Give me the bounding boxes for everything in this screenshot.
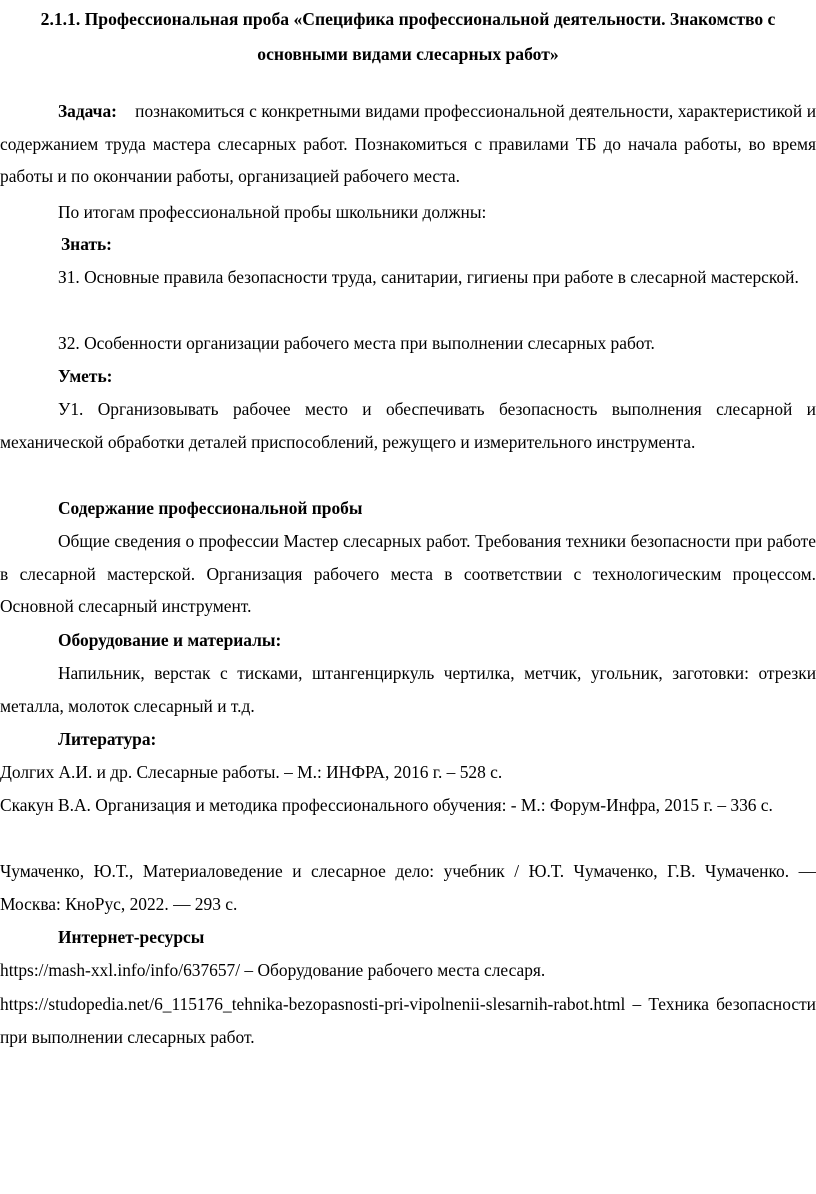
literature-item-2: Скакун В.А. Организация и методика профессионального обучения: - М.: Форум-Инфра, 2015 г. – 336 с.: [0, 795, 773, 815]
task-text: познакомиться с конкретными видами профессиональной деятельности, характеристикой и содержанием труда мастера слесарных работ. Познакомиться с правилами ТБ до начала работы, во время работы и по окончании работы, организацией рабочего места.: [0, 101, 816, 187]
can-item-1: У1. Организовывать рабочее место и обеспечивать безопасность выполнения слесарной и механической обработки деталей приспособлений, режущего и измерительного инструмента.: [0, 399, 816, 452]
equipment-heading: Оборудование и материалы:: [58, 630, 282, 650]
know-item-1: З1. Основные правила безопасности труда, санитарии, гигиены при работе в слесарной мастерской.: [58, 267, 799, 287]
internet-heading: Интернет-ресурсы: [58, 927, 205, 947]
literature-item-1: Долгих А.И. и др. Слесарные работы. – М.: ИНФРА, 2016 г. – 528 с.: [0, 762, 503, 782]
task-paragraph: [0, 95, 816, 193]
content-heading: Содержание профессиональной пробы: [58, 498, 363, 518]
internet-link-1[interactable]: https://mash-xxl.info/info/637657/ – Оборудование рабочего места слесаря.: [0, 960, 546, 980]
literature-heading: Литература:: [58, 729, 157, 749]
page-title-line-1: 2.1.1. Профессиональная проба «Специфика профессиональной деятельности. Знакомство с: [40, 9, 776, 29]
literature-item-3: Чумаченко, Ю.Т., Материаловедение и слесарное дело: учебник / Ю.Т. Чумаченко, Г.В. Чумаченко. — Москва: КноРус, 2022. — 293 с.: [0, 861, 816, 914]
internet-link-2[interactable]: https://studopedia.net/6_115176_tehnika-bezopasnosti-pri-vipolnenii-slesarnih-rabot.html – Техника безопасности при выполнении слесарных работ.: [0, 994, 816, 1047]
can-label: Уметь:: [58, 366, 113, 386]
page-title-line-2: основными видами слесарных работ»: [257, 44, 559, 64]
equipment-paragraph: Напильник, верстак с тисками, штангенциркуль чертилка, метчик, угольник, заготовки: отрезки металла, молоток слесарный и т.д.: [0, 663, 816, 716]
content-paragraph: Общие сведения о профессии Мастер слесарных работ. Требования техники безопасности при работе в слесарной мастерской. Организация рабочего места в соответствии с технологическим процессом. Основной слесарный инструмент.: [0, 531, 816, 617]
results-intro: По итогам профессиональной пробы школьники должны:: [58, 202, 487, 222]
know-item-2: З2. Особенности организации рабочего места при выполнении слесарных работ.: [58, 333, 655, 353]
know-label: Знать:: [61, 234, 112, 254]
task-label: Задача:: [58, 101, 117, 121]
